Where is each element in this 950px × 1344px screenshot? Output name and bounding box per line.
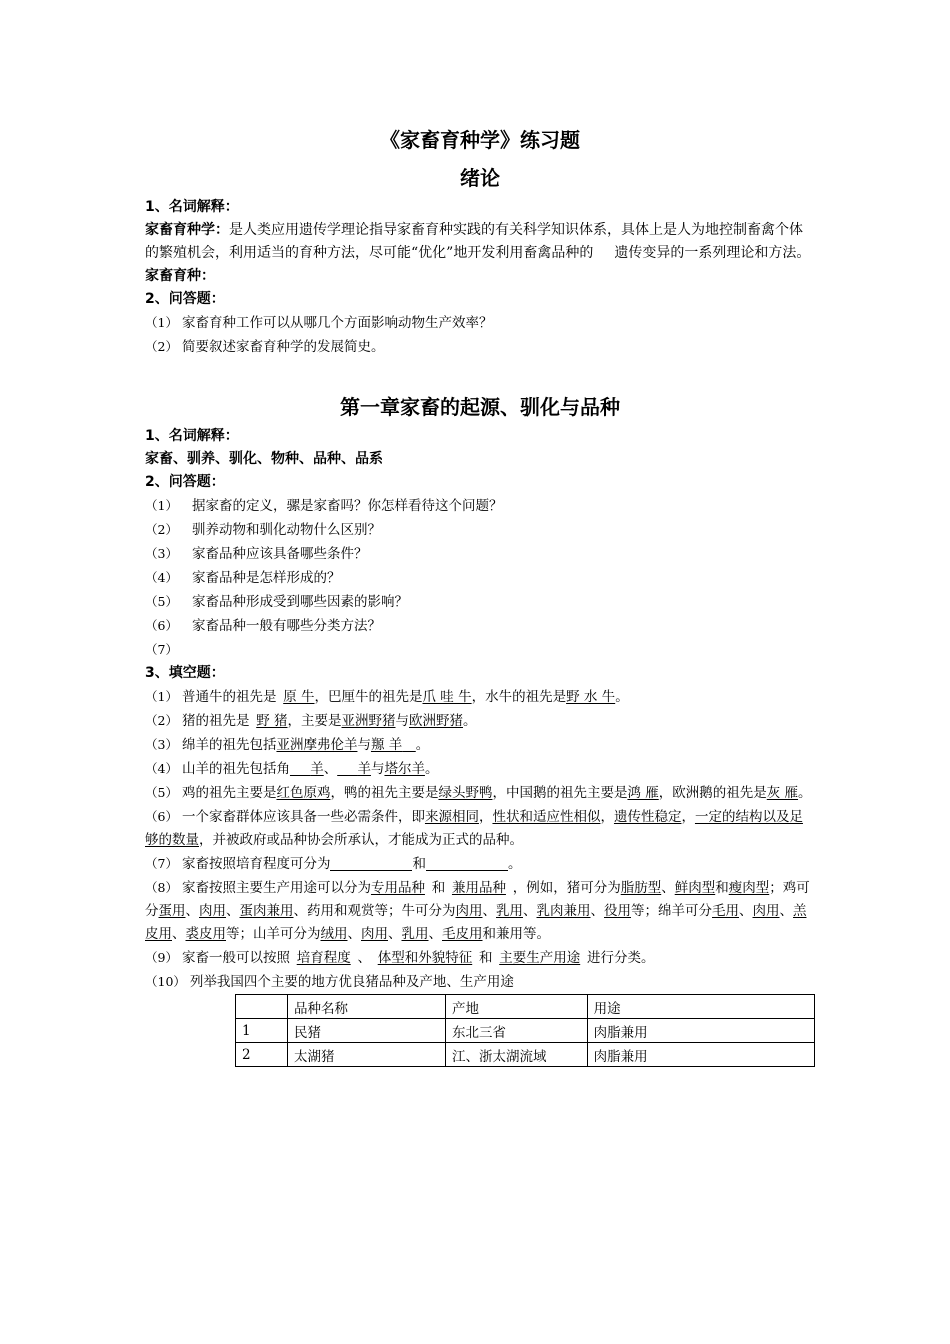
answer-blank[interactable] [330,856,412,871]
table-cell: 1 [236,1019,288,1043]
intro-question-1: （1） 家畜育种工作可以从哪几个方面影响动物生产效率？ [145,315,493,331]
table-cell: 太湖猪 [287,1043,445,1067]
table-cell: 2 [236,1043,288,1067]
table-row [236,1019,815,1043]
document-content [145,120,815,1067]
intro-definition-1 [145,219,815,265]
ch1-q2-label: 2、问答题： [145,474,225,490]
fill-item-7: （7） 家畜按照培育程度可分为 和 。 [145,856,522,872]
intro-q1-label: 1、名词解释： [145,199,239,215]
ch1-question-list [145,494,815,662]
fill-item-5: （5） 鸡的祖先主要是红色原鸡，鸭的祖先主要是绿头野鸭，中国鹅的祖先主要是鸿 雁，欧洲鹅的祖先是灰 雁。 [145,785,812,801]
list-item: （6） 家畜品种一般有哪些分类方法？ [145,618,381,634]
fill-item-8: （8） 家畜按照主要生产用途可以分为专用品种 和 兼用品种 ，例如，猪可分为脂肪型、鲜肉型和瘦肉型；鸡可分蛋用、肉用、蛋肉兼用、药用和观赏等；牛可分为肉用、乳用、乳肉兼用、役用等；绵羊可分毛用、肉用、羔皮用、裘皮用等；山羊可分为绒用、肉用、乳用、毛皮用和兼用等。 [145,880,810,942]
list-item: （1） 据家畜的定义，骡是家畜吗？你怎样看待这个问题？ [145,498,503,514]
fill-item-2: （2） 猪的祖先是 野 猪，主要是亚洲野猪与欧洲野猪。 [145,713,477,729]
table-cell: 东北三省 [445,1019,587,1043]
list-item: （5） 家畜品种形成受到哪些因素的影响？ [145,594,408,610]
intro-term-2: 家畜育种： [145,268,215,284]
fill-item-4: （4） 山羊的祖先包括角 羊、 羊与塔尔羊。 [145,761,439,777]
list-item: （4） 家畜品种是怎样形成的？ [145,570,341,586]
table-row [236,1043,815,1067]
fill-item-1: （1） 普通牛的祖先是 原 牛，巴厘牛的祖先是爪 哇 牛，水牛的祖先是野 水 牛。 [145,689,629,705]
fill-item-6: （6） 一个家畜群体应该具备一些必需条件，即来源相同，性状和适应性相似，遗传性稳定，一定的结构以及足够的数量，并被政府或品种协会所承认，才能成为正式的品种。 [145,809,803,848]
term-label: 家畜育种学： [145,222,229,238]
table-header-row [236,995,815,1019]
section-title-intro: 绪论 [460,166,500,190]
table-header-cell [236,995,288,1019]
table-cell: 肉脂兼用 [587,1043,814,1067]
definition-text-cont: 遗传变异的一系列理论和方法。 [614,245,811,261]
pig-breed-table [235,994,815,1067]
table-header-cell: 产地 [445,995,587,1019]
table-header-cell: 品种名称 [287,995,445,1019]
pig-breed-table-wrapper [235,994,815,1067]
list-item: （2） 驯养动物和驯化动物什么区别？ [145,522,381,538]
fill-item-3: （3） 绵羊的祖先包括亚洲摩弗伦羊与羱 羊 。 [145,737,430,753]
ch1-q1-label: 1、名词解释： [145,428,239,444]
table-cell: 民猪 [287,1019,445,1043]
table-cell: 江、浙太湖流域 [445,1043,587,1067]
list-item: （3） 家畜品种应该具备哪些条件？ [145,546,368,562]
table-cell: 肉脂兼用 [587,1019,814,1043]
section-title-chapter1: 第一章家畜的起源、驯化与品种 [340,395,620,419]
ch1-q3-label: 3、填空题： [145,665,225,681]
intro-q2-label: 2、问答题： [145,291,225,307]
ch1-terms: 家畜、驯养、驯化、物种、品种、品系 [145,451,383,467]
definition-text: 是人类应用遗传学理论指导家畜育种实践的有关科学知识体系，具体上是人为地控制畜禽个体的繁殖机会，利用适当的育种方法，尽可能“优化”地开发利用畜禽品种的 [145,222,803,261]
table-header-cell: 用途 [587,995,814,1019]
answer-blank[interactable] [426,856,508,871]
document-title: 《家畜育种学》练习题 [380,128,580,152]
fill-item-9: （9） 家畜一般可以按照 培育程度 、 体型和外貌特征 和 主要生产用途 进行分类。 [145,950,655,966]
list-item: （7） [145,642,178,657]
intro-question-2: （2） 简要叙述家畜育种学的发展简史。 [145,339,385,355]
fill-item-10: （10） 列举我国四个主要的地方优良猪品种及产地、生产用途 [145,974,514,990]
